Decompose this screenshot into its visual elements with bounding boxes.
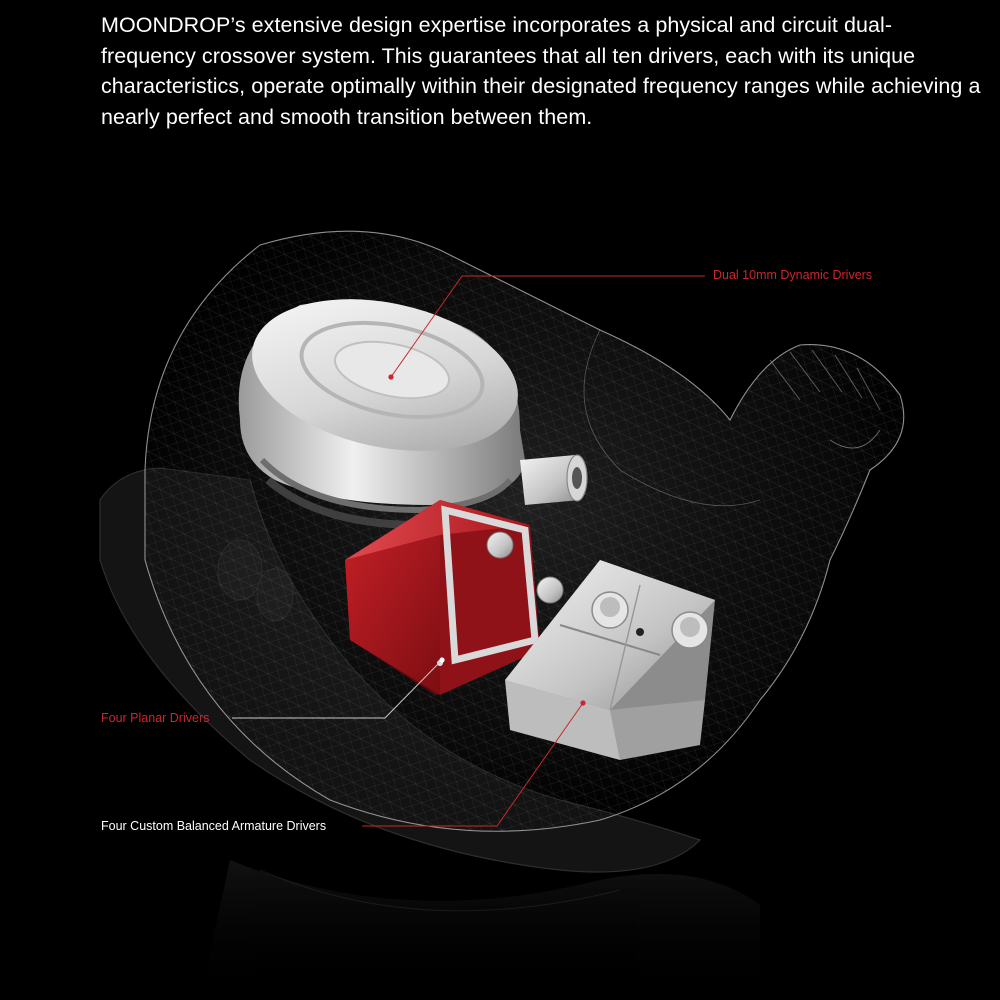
callout-dot-ba xyxy=(580,700,585,705)
callout-dot-planar xyxy=(439,657,444,662)
floor-reflection xyxy=(200,860,760,1000)
callout-label-dynamic-drivers: Dual 10mm Dynamic Drivers xyxy=(713,268,873,282)
callout-label-planar-drivers: Four Planar Drivers xyxy=(101,711,210,725)
callout-dot-dynamic xyxy=(388,374,393,379)
callout-label-ba-drivers: Four Custom Balanced Armature Drivers xyxy=(101,819,327,833)
intro-paragraph: MOONDROP’s extensive design expertise incorporates a physical and circuit dual-frequency crossover system. This guarantees that all ten drivers, each with its unique characteristics, operate optimally within their designated frequency ranges while achieving a nearly perfect and smooth transition between them. xyxy=(101,13,981,129)
